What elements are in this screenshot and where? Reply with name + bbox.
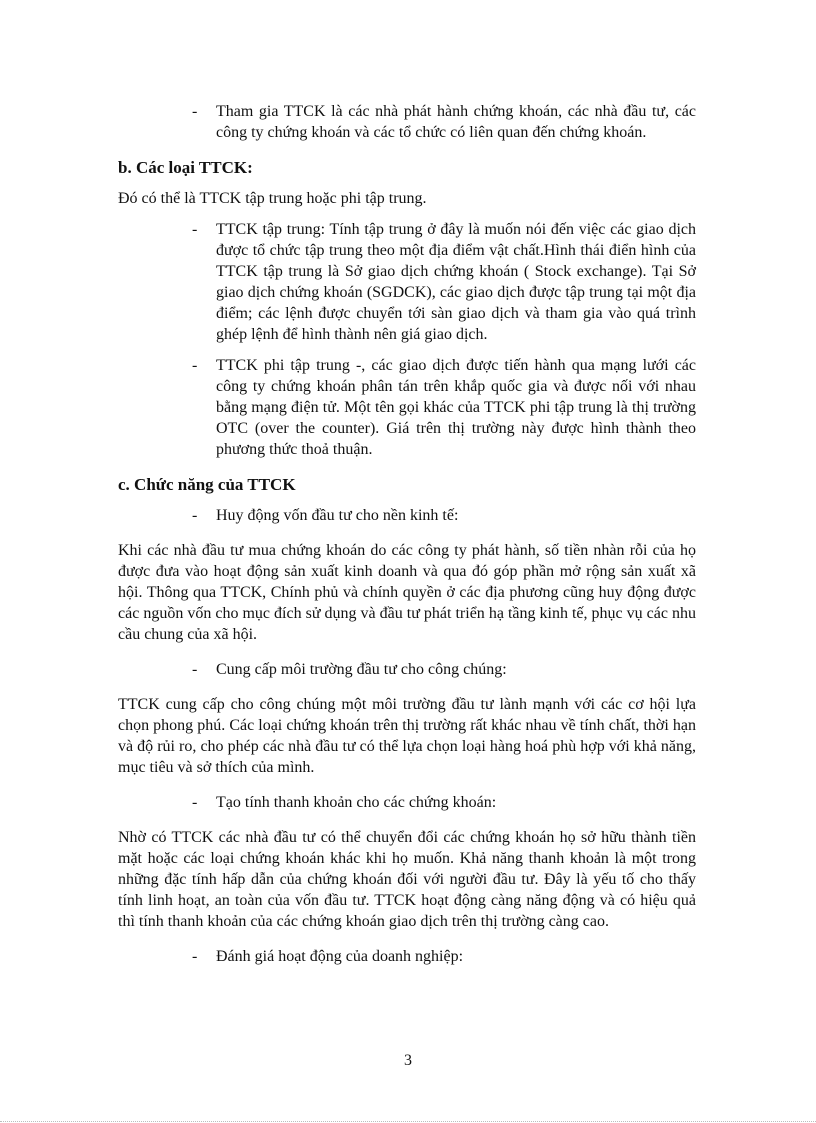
- bullet-text: Cung cấp môi trường đầu tư cho công chúng:: [216, 661, 507, 678]
- bullet-marker: -: [192, 357, 198, 374]
- bullet-text: Tham gia TTCK là các nhà phát hành chứng khoán, các nhà đầu tư, các công ty chứng khoán và các tổ chức có liên quan đến chứng khoán.: [216, 103, 696, 141]
- function-paragraph-2: TTCK cung cấp cho công chúng một môi trường đầu tư lành mạnh với các cơ hội lựa chọn phong phú. Các loại chứng khoán trên thị trường rất khác nhau về tính chất, thời hạn và độ rủi ro, cho phép các nhà đầu tư có thể lựa chọn loại hàng hoá phù hợp với khả năng, mục tiêu và sở thích của mình.: [118, 696, 696, 776]
- bullet-text: Tạo tính thanh khoản cho các chứng khoán:: [216, 794, 497, 811]
- page-content: [118, 101, 696, 967]
- section-heading-c: c. Chức năng của TTCK: [118, 475, 296, 494]
- function-bullet-2: [118, 659, 696, 680]
- function-bullet-4: [118, 946, 696, 967]
- bullet-marker: -: [192, 794, 198, 811]
- function-bullet-1: [118, 505, 696, 526]
- function-bullet-3: [118, 792, 696, 813]
- function-paragraph-3: Nhờ có TTCK các nhà đầu tư có thể chuyển đổi các chứng khoán họ sở hữu thành tiền mặt hoặc các loại chứng khoán khác khi họ muốn. Khả năng thanh khoản là một trong những đặc tính hấp dẫn của chứng khoán đối với người đầu tư. Đây là yếu tố cho thấy tính linh hoạt, an toàn của vốn đầu tư. TTCK hoạt động càng năng động và có hiệu quả thì tính thanh khoản của các chứng khoán giao dịch trên thị trường càng cao.: [118, 829, 696, 930]
- bullet-text: TTCK tập trung: Tính tập trung ở đây là muốn nói đến việc các giao dịch được tổ chức tập trung theo một địa điểm vật chất.Hình thái điển hình của TTCK tập trung là Sở giao dịch chứng khoán ( Stock exchange). Tại Sở giao dịch chứng khoán (SGDCK), các giao dịch được tập trung tại một địa điểm; các lệnh được chuyển tới sàn giao dịch và tham gia vào quá trình ghép lệnh để hình thành nên giá giao dịch.: [216, 221, 696, 343]
- bullet-text: Đánh giá hoạt động của doanh nghiệp:: [216, 948, 464, 965]
- bullet-item-participants: [118, 101, 696, 143]
- bullet-text: Huy động vốn đầu tư cho nền kinh tế:: [216, 507, 459, 524]
- page-bottom-divider: [0, 1121, 816, 1122]
- bullet-marker: -: [192, 661, 198, 678]
- bullet-marker: -: [192, 507, 198, 524]
- bullet-text: TTCK phi tập trung -, các giao dịch được tiến hành qua mạng lưới các công ty chứng khoán phân tán trên khắp quốc gia và được nối với nhau bằng mạng điện tử. Một tên gọi khác của TTCK phi tập trung là thị trường OTC (over the counter). Giá trên thị trường này được hình thành theo phương thức thoả thuận.: [216, 357, 696, 458]
- bullet-item-decentralized: [118, 355, 696, 460]
- page-number: 3: [404, 1052, 412, 1069]
- section-heading-b: b. Các loại TTCK:: [118, 158, 253, 177]
- bullet-marker: -: [192, 221, 198, 238]
- bullet-marker: -: [192, 948, 198, 965]
- function-paragraph-1: Khi các nhà đầu tư mua chứng khoán do các công ty phát hành, số tiền nhàn rỗi của họ được đưa vào hoạt động sản xuất kinh doanh và qua đó góp phần mở rộng sản xuất xã hội. Thông qua TTCK, Chính phủ và chính quyền ở các địa phương cũng huy động được các nguồn vốn cho mục đích sử dụng và đầu tư phát triển hạ tầng kinh tế, phục vụ các nhu cầu chung của xã hội.: [118, 542, 696, 643]
- section-intro: Đó có thể là TTCK tập trung hoặc phi tập trung.: [118, 190, 427, 207]
- bullet-item-centralized: [118, 219, 696, 345]
- bullet-marker: -: [192, 103, 198, 120]
